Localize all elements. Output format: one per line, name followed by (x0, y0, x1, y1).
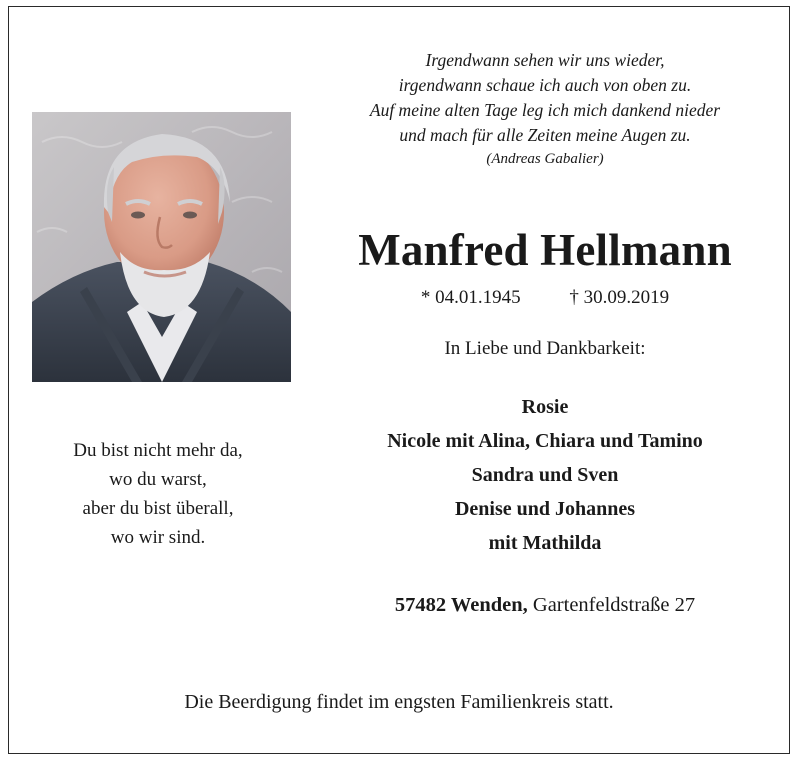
poem-line: Irgendwann sehen wir uns wieder, (425, 50, 665, 70)
address (320, 590, 770, 620)
birth-date: * 04.01.1945 (420, 287, 521, 308)
life-dates (320, 285, 770, 311)
mourners-list (320, 390, 770, 560)
funeral-note: Die Beerdigung findet im engsten Familienkreis statt. (184, 691, 614, 713)
poem-source: (Andreas Gabalier) (486, 151, 604, 167)
memorial-verse (32, 436, 284, 552)
verse-line: wo wir sind. (110, 527, 206, 548)
verse-line: wo du warst, (109, 469, 207, 490)
verse-line: aber du bist überall, (82, 498, 234, 519)
address-street: Gartenfeldstraße 27 (532, 594, 696, 616)
death-date: † 30.09.2019 (569, 287, 670, 308)
dedication-intro: In Liebe und Dankbarkeit: (444, 338, 646, 359)
poem-line: irgendwann schaue ich auch von oben zu. (398, 75, 692, 95)
poem (320, 48, 770, 170)
mourner-line: Nicole mit Alina, Chiara und Tamino (387, 430, 703, 452)
mourner-line: Sandra und Sven (471, 464, 619, 486)
mourner-line: Rosie (521, 396, 569, 418)
mourner-line: Denise und Johannes (454, 498, 636, 520)
mourner-line: mit Mathilda (488, 532, 602, 554)
poem-line: und mach für alle Zeiten meine Augen zu. (399, 125, 691, 145)
poem-line: Auf meine alten Tage leg ich mich dankend nieder (369, 100, 721, 120)
verse-line: Du bist nicht mehr da, (73, 440, 243, 461)
portrait-photo (32, 112, 291, 382)
address-place: 57482 Wenden, (394, 594, 528, 616)
deceased-name: Manfred Hellmann (358, 225, 732, 275)
